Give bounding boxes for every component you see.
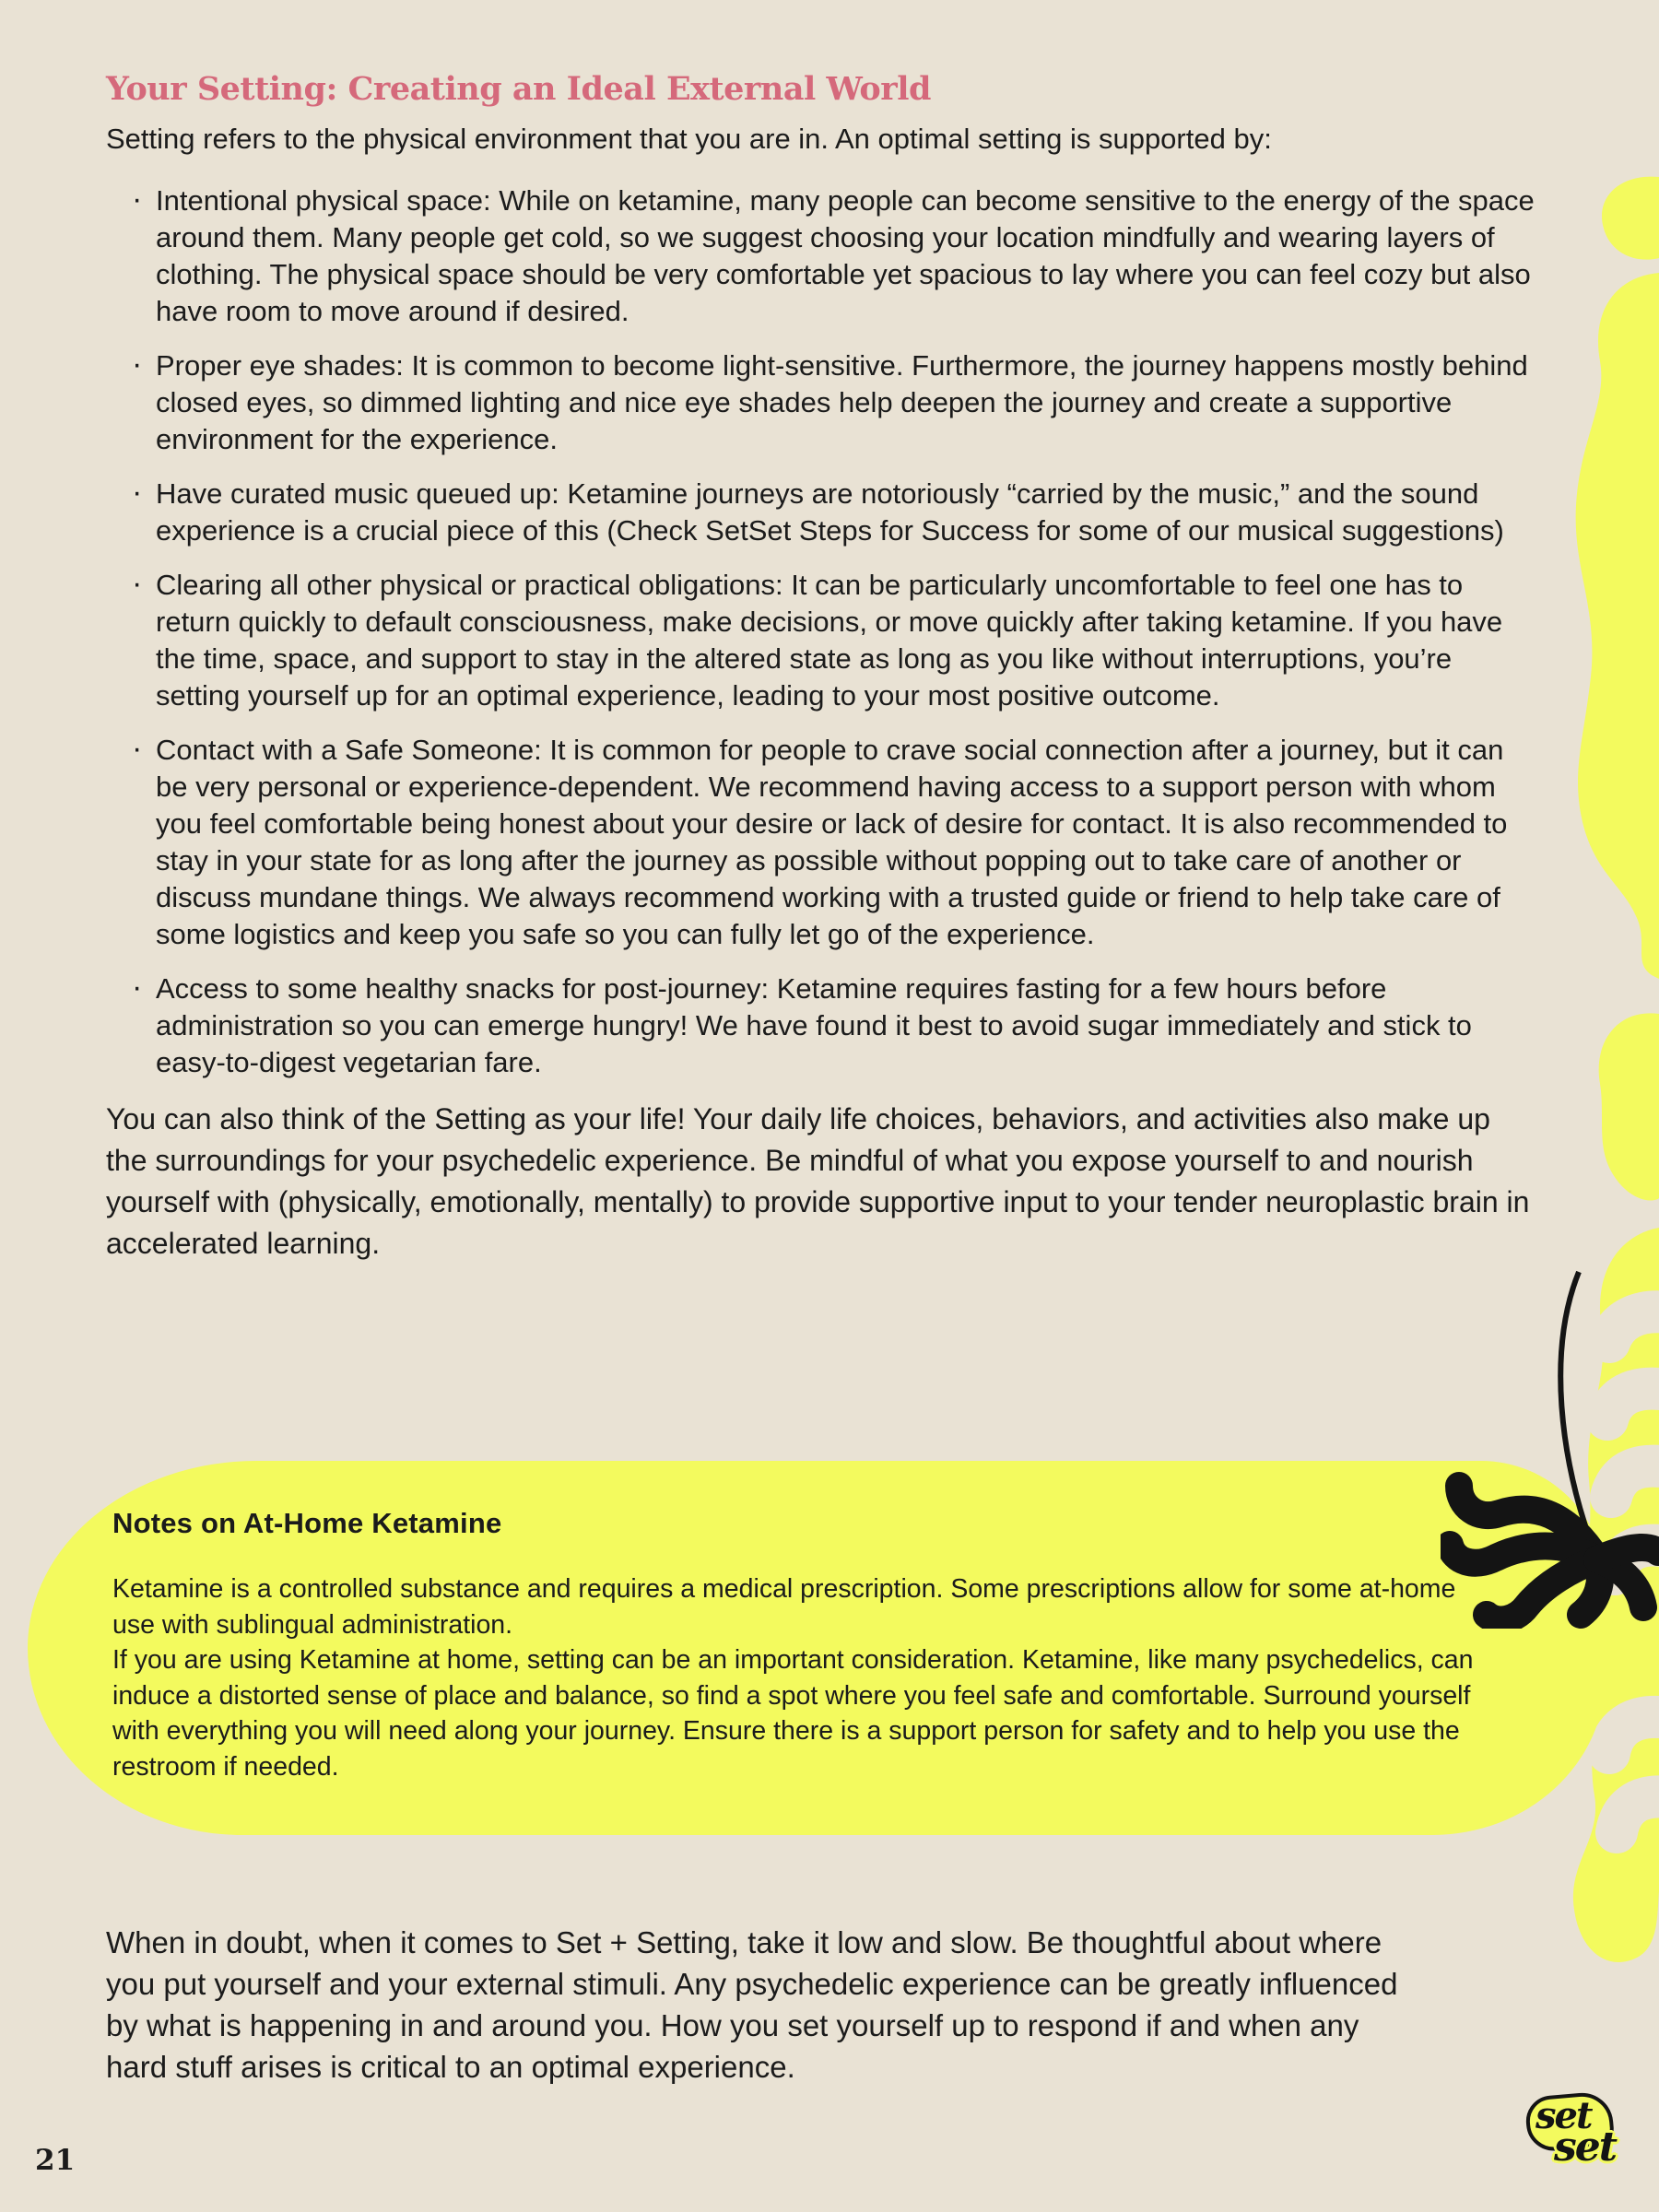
callout-paragraph-1: Ketamine is a controlled substance and requires a medical prescription. Some prescriptions allow for some at-home use with sublingual administration. bbox=[112, 1574, 1456, 1640]
bullet-item bbox=[106, 971, 1536, 1081]
logo-word-top: set bbox=[1535, 2094, 1592, 2137]
bullet-item bbox=[106, 732, 1536, 953]
page-heading: Your Setting: Creating an Ideal External World bbox=[106, 70, 931, 108]
yellow-blob-top bbox=[1602, 177, 1659, 260]
callout-paragraph-2: If you are using Ketamine at home, setting can be an important consideration. Ketamine, like many psychedelics, can induce a distorted sense of place and balance, so find a spot where you feel safe and comfortable. Surround yourself with everything you will need along your journey. Ensure there is a support person for safety and to help you use the restroom if needed. bbox=[112, 1645, 1474, 1782]
yellow-ribbon-upper bbox=[1576, 273, 1659, 979]
closing-paragraph: When in doubt, when it comes to Set + Setting, take it low and slow. Be thoughtful about where you put yourself and your external stimuli. Any psychedelic experience can be greatly influenced by what is happening in and around you. How you set yourself up to respond if and when any hard stuff arises is critical to an optimal experience. bbox=[106, 1925, 1398, 2084]
callout-box bbox=[28, 1461, 1606, 1835]
plant-squiggle-icon bbox=[1441, 1265, 1659, 1629]
setting-bullet-list bbox=[106, 182, 1536, 1081]
bullet-item bbox=[106, 476, 1536, 549]
bullet-dot: · bbox=[132, 182, 143, 217]
bullet-dot: · bbox=[132, 970, 143, 1005]
intro-paragraph: Setting refers to the physical environment that you are in. An optimal setting is supported by: bbox=[106, 123, 1272, 155]
brand-logo bbox=[1523, 2088, 1642, 2181]
bullet-text: Contact with a Safe Someone: It is common for people to crave social connection after a journey, but it can be very personal or experience-dependent. We recommend having access to a support person with whom you feel comfortable being honest about your desire or lack of desire for contact. It is also recommended to stay in your state for as long after the journey as possible without popping out to take care of another or discuss mundane things. We always recommend working with a trusted guide or friend to help take care of some logistics and keep you safe so you can fully let go of the experience. bbox=[156, 734, 1508, 950]
bullet-text: Have curated music queued up: Ketamine journeys are notoriously “carried by the music,” and the sound experience is a crucial piece of this (Check SetSet Steps for Success for some of our musical suggestions) bbox=[156, 477, 1504, 547]
bullet-item bbox=[106, 567, 1536, 714]
setting-as-life-paragraph: You can also think of the Setting as your life! Your daily life choices, behaviors, and activities also make up the surroundings for your psychedelic experience. Be mindful of what you expose yourself to and nourish yourself with (physically, emotionally, mentally) to provide supportive input to your tender neuroplastic brain in accelerated learning. bbox=[106, 1102, 1530, 1260]
page-number: 21 bbox=[35, 2144, 76, 2177]
yellow-blob-middle bbox=[1599, 1013, 1659, 1200]
bullet-text: Intentional physical space: While on ketamine, many people can become sensitive to the energy of the space around them. Many people get cold, so we suggest choosing your location mindfully and wearing layers of clothing. The physical space should be very comfortable yet spacious to lay where you can feel cozy but also have room to move around if desired. bbox=[156, 184, 1535, 327]
bullet-dot: · bbox=[132, 566, 143, 601]
bullet-dot: · bbox=[132, 475, 143, 510]
bullet-text: Access to some healthy snacks for post-journey: Ketamine requires fasting for a few hours before administration so you can emerge hungry! We have found it best to avoid sugar immediately and stick to easy-to-digest vegetarian fare. bbox=[156, 972, 1472, 1078]
bullet-item bbox=[106, 182, 1536, 330]
logo-word-bottom: set bbox=[1554, 2124, 1617, 2171]
callout-heading: Notes on At-Home Ketamine bbox=[112, 1507, 502, 1539]
bullet-text: Clearing all other physical or practical obligations: It can be particularly uncomfortable to feel one has to return quickly to default consciousness, make decisions, or move quickly after taking ketamine. If you have the time, space, and support to stay in the altered state as long as you like without interruptions, you’re setting yourself up for an optimal experience, leading to your most positive outcome. bbox=[156, 569, 1503, 712]
bullet-dot: · bbox=[132, 347, 143, 382]
main-text-column bbox=[106, 70, 1536, 1265]
bullet-item bbox=[106, 347, 1536, 458]
bullet-dot: · bbox=[132, 731, 143, 766]
bullet-text: Proper eye shades: It is common to become light-sensitive. Furthermore, the journey happens mostly behind closed eyes, so dimmed lighting and nice eye shades help deepen the journey and create a supportive environment for the experience. bbox=[156, 349, 1528, 455]
